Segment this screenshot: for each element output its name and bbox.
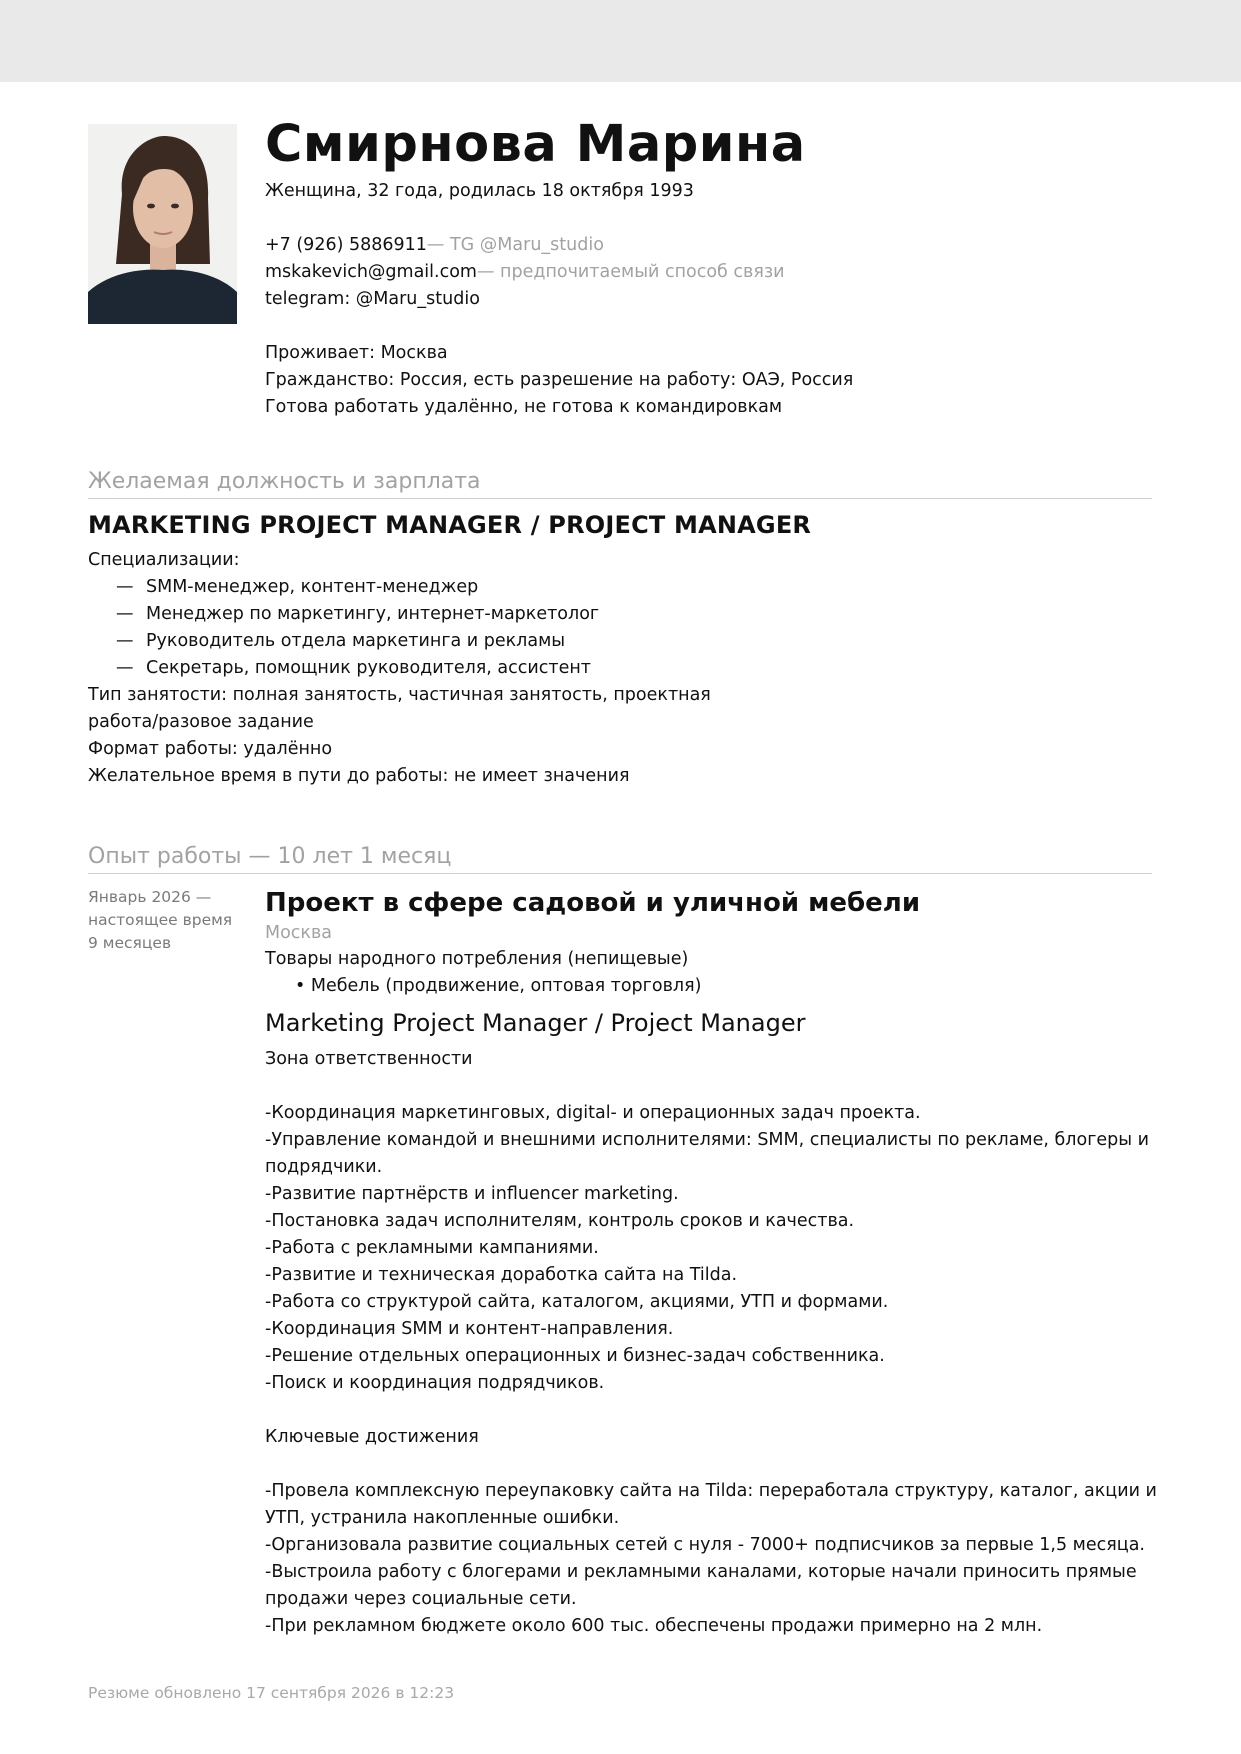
responsibility-item: -Управление командой и внешними исполнителями: SMM, специалисты по рекламе, блогеры и подрядчики. [265, 1130, 1150, 1177]
achievement-item: -При рекламном бюджете около 600 тыс. обеспечены продажи примерно на 2 млн. [265, 1616, 1043, 1636]
responsibility-item: -Работа с рекламными кампаниями. [265, 1238, 599, 1258]
resume-updated-footer: Резюме обновлено 17 сентября 2026 в 12:23 [88, 1684, 455, 1702]
responsibility-item: -Решение отдельных операционных и бизнес-задач собственника. [265, 1346, 885, 1366]
specialization-item: — Секретарь, помощник руководителя, ассистент [116, 658, 591, 678]
phone-number[interactable]: +7 (926) 5886911 [265, 235, 427, 255]
travel-readiness: Готова работать удалённо, не готова к командировкам [265, 397, 783, 417]
specializations-label: Специализации: [88, 550, 240, 570]
responsibilities-title: Зона ответственности [265, 1049, 473, 1069]
job-period [88, 886, 258, 955]
specialization-item: — SMM-менеджер, контент-менеджер [116, 577, 479, 597]
desired-position-title: MARKETING PROJECT MANAGER / PROJECT MANAGER [88, 511, 812, 539]
job-period-start: Январь 2026 — [88, 888, 212, 906]
work-format: Формат работы: удалённо [88, 739, 333, 759]
email-row [265, 259, 1165, 286]
candidate-name: Смирнова Марина [265, 115, 806, 174]
job-industry-item: • Мебель (продвижение, оптовая торговля) [295, 976, 702, 996]
responsibility-item: -Координация SMM и контент-направления. [265, 1319, 674, 1339]
responsibility-item: -Координация маркетинговых, digital- и операционных задач проекта. [265, 1103, 921, 1123]
job-period-end: настоящее время [88, 911, 233, 929]
job-details [265, 886, 1165, 1640]
commute-time: Желательное время в пути до работы: не имеет значения [88, 766, 630, 786]
achievements-title: Ключевые достижения [265, 1427, 479, 1447]
section-title-experience: Опыт работы — 10 лет 1 месяц [88, 842, 1152, 874]
achievement-item: -Организовала развитие социальных сетей с нуля - 7000+ подписчиков за первые 1,5 месяца. [265, 1535, 1145, 1555]
section-title-desired-position: Желаемая должность и зарплата [88, 467, 1152, 499]
job-duration: 9 месяцев [88, 934, 172, 952]
citizenship: Гражданство: Россия, есть разрешение на работу: ОАЭ, Россия [265, 370, 854, 390]
employment-type: Тип занятости: полная занятость, частичная занятость, проектная [88, 685, 711, 705]
responsibility-item: -Поиск и координация подрядчиков. [265, 1373, 605, 1393]
email-link[interactable]: mskakevich@gmail.com [265, 262, 477, 282]
telegram-contact[interactable]: telegram: @Maru_studio [265, 289, 480, 309]
residence: Проживает: Москва [265, 343, 448, 363]
responsibility-item: -Работа со структурой сайта, каталогом, акциями, УТП и формами. [265, 1292, 889, 1312]
achievement-item: -Выстроила работу с блогерами и рекламными каналами, которые начали приносить прямые продажи через социальные сети. [265, 1562, 1137, 1609]
job-industry: Товары народного потребления (непищевые) [265, 949, 689, 969]
job-description [265, 1046, 1165, 1640]
phone-row [265, 232, 1165, 259]
desired-position-block [88, 509, 1152, 790]
job-city: Москва [265, 923, 333, 943]
phone-note: — TG @Maru_studio [426, 235, 604, 255]
responsibility-item: -Постановка задач исполнителям, контроль сроков и качества. [265, 1211, 855, 1231]
top-bar [0, 0, 1241, 82]
email-note: — предпочитаемый способ связи [476, 262, 785, 282]
profile-photo [88, 124, 237, 324]
job-company: Проект в сфере садовой и уличной мебели [265, 888, 921, 918]
specialization-item: — Руководитель отдела маркетинга и рекламы [116, 631, 566, 651]
profile-photo-image [88, 124, 237, 324]
candidate-info: Женщина, 32 года, родилась 18 октября 1993 [265, 181, 694, 201]
employment-type-continued: работа/разовое задание [88, 712, 314, 732]
responsibility-item: -Развитие партнёрств и influencer marketing. [265, 1184, 679, 1204]
responsibility-item: -Развитие и техническая доработка сайта на Tilda. [265, 1265, 738, 1285]
achievement-item: -Провела комплексную переупаковку сайта на Tilda: переработала структуру, каталог, акции и УТП, устранила накопленные ошибки. [265, 1481, 1157, 1528]
resume-header [265, 112, 1165, 421]
specialization-item: — Менеджер по маркетингу, интернет-маркетолог [116, 604, 600, 624]
job-role: Marketing Project Manager / Project Manager [265, 1009, 806, 1037]
